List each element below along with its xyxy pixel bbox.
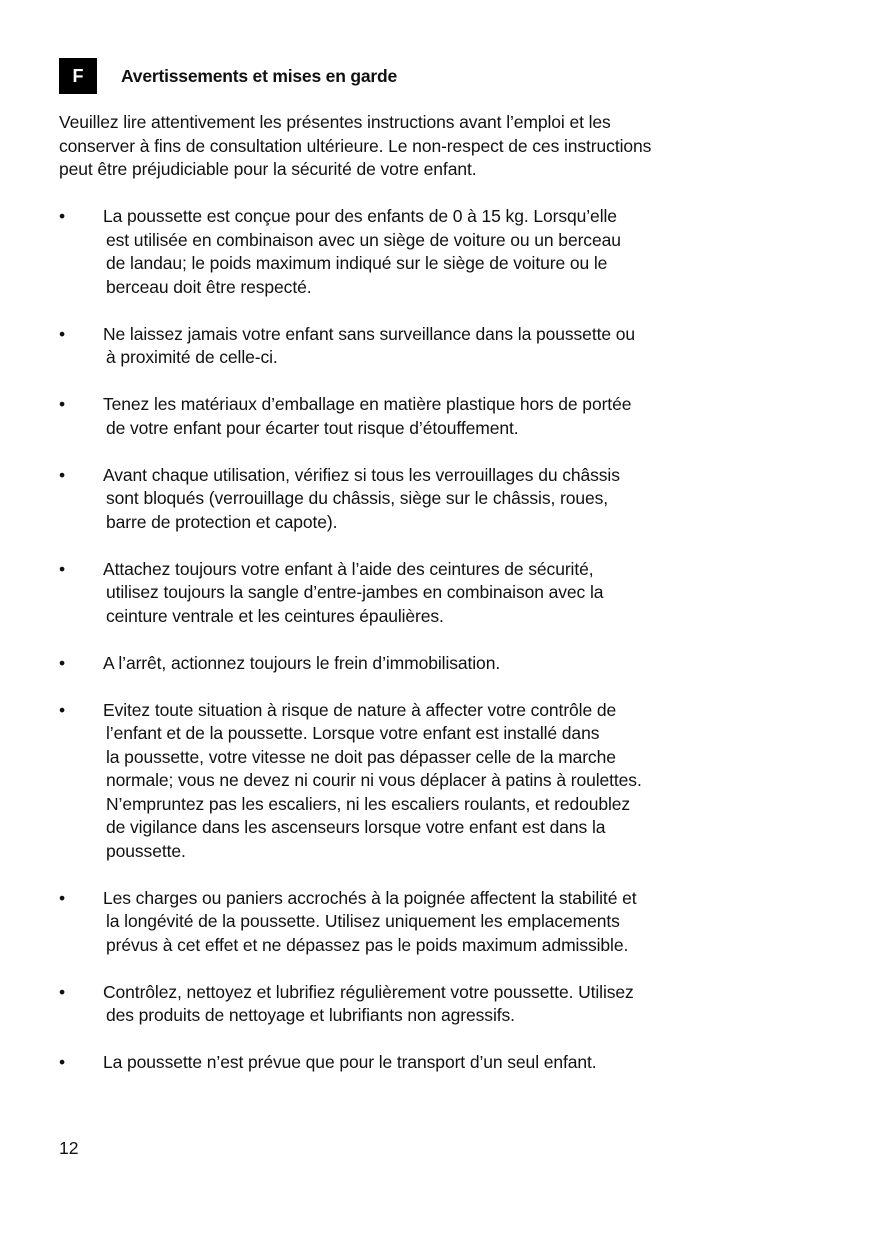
- warning-text: [103, 981, 819, 1028]
- bullet-icon: •: [59, 699, 66, 720]
- warning-text-line: sont bloqués (verrouillage du châssis, siège sur le châssis, roues,: [106, 488, 609, 508]
- warning-text-line: Evitez toute situation à risque de nature à affecter votre contrôle de: [103, 699, 617, 720]
- warning-text-line: La poussette n’est prévue que pour le transport d’un seul enfant.: [103, 1052, 597, 1072]
- warning-item: [59, 887, 819, 958]
- language-badge: F: [59, 58, 97, 94]
- bullet-icon: •: [59, 206, 66, 226]
- warning-item: [59, 699, 819, 864]
- warning-text-line: utilisez toujours la sangle d’entre-jambes en combinaison avec la: [106, 582, 604, 602]
- intro-line: conserver à fins de consultation ultérieure. Le non-respect de ces instructions: [59, 135, 652, 156]
- warning-item: [59, 393, 819, 440]
- warning-text-line: Attachez toujours votre enfant à l’aide des ceintures de sécurité,: [103, 558, 594, 579]
- warning-item: [59, 1051, 819, 1075]
- warning-text: [103, 464, 819, 535]
- warning-item: [59, 323, 819, 370]
- warning-text-line: de landau; le poids maximum indiqué sur le siège de voiture ou le: [106, 253, 608, 273]
- warning-text: [103, 323, 819, 370]
- bullet-icon: •: [59, 464, 66, 485]
- intro-line: peut être préjudiciable pour la sécurité de votre enfant.: [59, 159, 477, 179]
- section-title: Avertissements et mises en garde: [121, 65, 398, 86]
- bullet-icon: •: [59, 394, 66, 414]
- warning-text: [103, 652, 819, 676]
- warning-text-line: Les charges ou paniers accrochés à la poignée affectent la stabilité et: [103, 887, 637, 908]
- warning-text-line: la longévité de la poussette. Utilisez uniquement les emplacements: [106, 911, 620, 931]
- warning-text-line: l’enfant et de la poussette. Lorsque votre enfant est installé dans: [106, 723, 600, 743]
- warning-item: [59, 464, 819, 535]
- warning-text-line: est utilisée en combinaison avec un siège de voiture ou un berceau: [106, 229, 621, 250]
- warning-text-line: barre de protection et capote).: [106, 511, 338, 532]
- warning-text: [103, 205, 819, 299]
- section-header: [59, 58, 397, 94]
- intro-line: Veuillez lire attentivement les présentes instructions avant l’emploi et les: [59, 112, 611, 132]
- warning-text-line: poussette.: [106, 840, 186, 861]
- warning-item: [59, 205, 819, 299]
- warning-text-line: Contrôlez, nettoyez et lubrifiez régulièrement votre poussette. Utilisez: [103, 981, 634, 1002]
- warning-text-line: de votre enfant pour écarter tout risque d’étouffement.: [106, 417, 519, 438]
- warning-text-line: normale; vous ne devez ni courir ni vous déplacer à patins à roulettes.: [106, 770, 642, 790]
- bullet-icon: •: [59, 558, 66, 579]
- warning-item: [59, 558, 819, 629]
- page-number: 12: [59, 1138, 79, 1158]
- warning-text-line: Ne laissez jamais votre enfant sans surveillance dans la poussette ou: [103, 323, 636, 344]
- warning-text-line: Tenez les matériaux d’emballage en matière plastique hors de portée: [103, 394, 632, 414]
- warning-text: [103, 1051, 819, 1075]
- bullet-icon: •: [59, 1052, 66, 1072]
- warning-text-line: ceinture ventrale et les ceintures épaulières.: [106, 605, 444, 626]
- warning-text-line: la poussette, votre vitesse ne doit pas dépasser celle de la marche: [106, 746, 616, 767]
- warning-text-line: N’empruntez pas les escaliers, ni les escaliers roulants, et redoublez: [106, 793, 631, 814]
- warning-text-line: prévus à cet effet et ne dépassez pas le poids maximum admissible.: [106, 934, 629, 955]
- warning-item: [59, 981, 819, 1028]
- warning-text-line: A l’arrêt, actionnez toujours le frein d’immobilisation.: [103, 652, 501, 673]
- warning-text: [103, 558, 819, 629]
- bullet-icon: •: [59, 887, 66, 908]
- warnings-list: [59, 205, 819, 1098]
- warning-text: [103, 393, 819, 440]
- bullet-icon: •: [59, 981, 66, 1002]
- warning-text-line: La poussette est conçue pour des enfants de 0 à 15 kg. Lorsqu’elle: [103, 206, 617, 226]
- bullet-icon: •: [59, 652, 66, 673]
- intro-paragraph: [59, 111, 819, 182]
- warning-text-line: des produits de nettoyage et lubrifiants non agressifs.: [106, 1005, 515, 1025]
- warning-text-line: à proximité de celle-ci.: [106, 347, 278, 367]
- warning-text-line: berceau doit être respecté.: [106, 276, 312, 297]
- bullet-icon: •: [59, 323, 66, 344]
- warning-item: [59, 652, 819, 676]
- warning-text-line: de vigilance dans les ascenseurs lorsque votre enfant est dans la: [106, 817, 606, 837]
- warning-text: [103, 887, 819, 958]
- warning-text-line: Avant chaque utilisation, vérifiez si tous les verrouillages du châssis: [103, 464, 620, 485]
- warning-text: [103, 699, 819, 864]
